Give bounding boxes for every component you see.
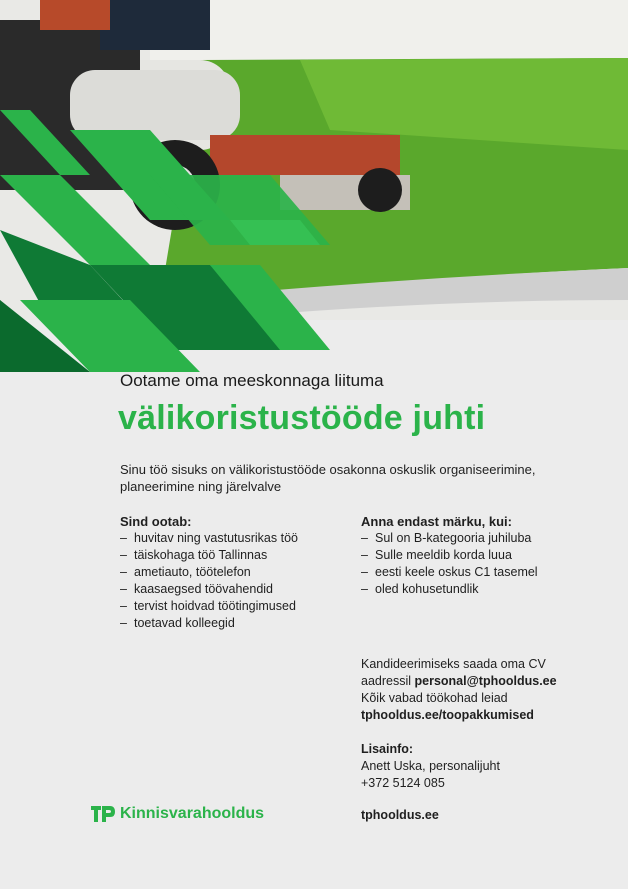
spacer — [361, 724, 601, 741]
info-heading — [361, 741, 601, 758]
list-item: – Sul on B-kategooria juhiluba — [361, 530, 601, 547]
offer-list — [120, 530, 350, 632]
list-item: – täiskohaga töö Tallinnas — [120, 547, 350, 564]
contact-line-2-prefix: aadressil — [361, 674, 415, 688]
requirements-section — [361, 513, 601, 598]
list-item: – kaasaegsed töövahendid — [120, 581, 350, 598]
list-item: – oled kohusetundlik — [361, 581, 601, 598]
hero-photo — [0, 0, 628, 372]
lawn-mower-illustration — [0, 0, 628, 372]
info-heading-text: Lisainfo: — [361, 742, 414, 756]
list-item: – ametiauto, töötelefon — [120, 564, 350, 581]
list-item: – eesti keele oskus C1 tasemel — [361, 564, 601, 581]
jobs-link-text[interactable]: tphooldus.ee/toopakkumised — [361, 708, 534, 722]
list-item: – tervist hoidvad töötingimused — [120, 598, 350, 615]
offer-section — [120, 513, 350, 632]
contact-line-1: Kandideerimiseks saada oma CV — [361, 657, 546, 671]
website-link[interactable]: tphooldus.ee — [361, 808, 439, 822]
requirements-heading: Anna endast märku, kui: — [361, 514, 512, 529]
logo-text: Kinnisvarahooldus — [120, 805, 265, 822]
offer-heading: Sind ootab: — [120, 514, 192, 529]
job-description: Sinu töö sisuks on välikoristustööde osakonna oskuslik organiseerimine, planeerimine ning järelvalve — [120, 462, 536, 494]
contact-section — [361, 656, 601, 792]
list-item: – toetavad kolleegid — [120, 615, 350, 632]
contact-line-3: Kõik vabad töökohad leiad — [361, 691, 508, 705]
requirements-list — [361, 530, 601, 598]
jobs-link[interactable] — [361, 707, 601, 724]
company-logo — [90, 804, 264, 824]
intro-text: Ootame oma meeskonnaga liituma — [120, 371, 384, 390]
contact-line-2 — [361, 673, 601, 690]
contact-phone[interactable]: +372 5124 085 — [361, 776, 445, 790]
tp-logo-icon — [90, 804, 116, 824]
email-link[interactable]: personal@tphooldus.ee — [414, 674, 557, 688]
job-title: välikoristustööde juhti — [118, 399, 486, 437]
list-item: – Sulle meeldib korda luua — [361, 547, 601, 564]
contact-person: Anett Uska, personalijuht — [361, 759, 500, 773]
list-item: – huvitav ning vastutusrikas töö — [120, 530, 350, 547]
